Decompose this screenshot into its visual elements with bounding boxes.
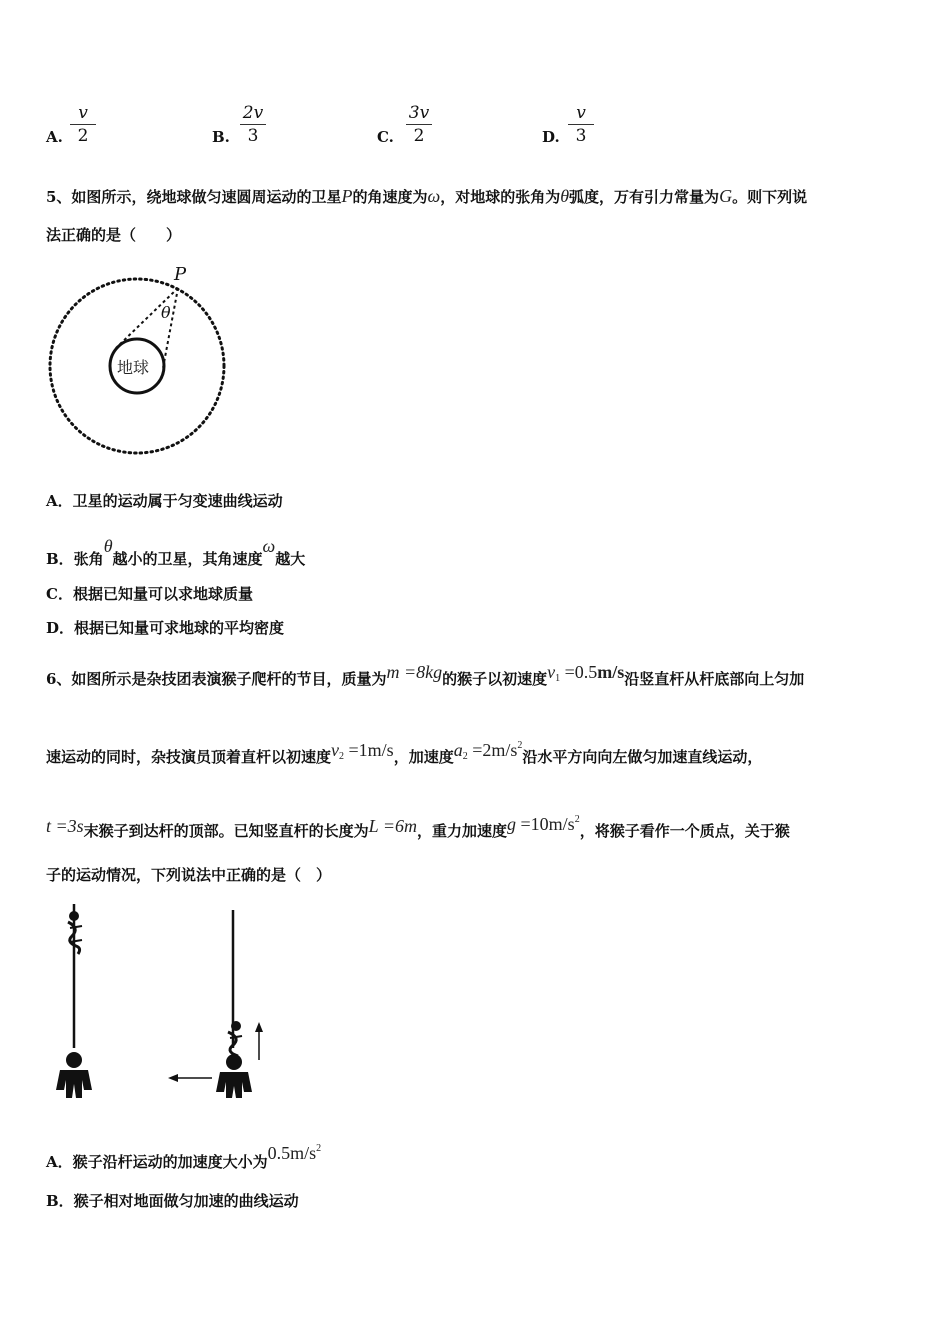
symbol-theta: θ <box>103 536 113 556</box>
fraction-bar <box>406 124 432 125</box>
fraction-bar <box>240 124 266 125</box>
q4-option-b-denominator: 3 <box>247 126 259 146</box>
q6-text: 沿竖直杆从杆底部向上匀加 <box>624 670 805 688</box>
v1-symbol: v <box>547 662 556 682</box>
a2-subscript: 2 <box>462 751 468 762</box>
fraction-bar <box>568 124 594 125</box>
q4-option-a-numerator: v <box>78 103 88 123</box>
q5-text: 5、如图所示，绕地球做匀速圆周运动的卫星 <box>46 188 342 206</box>
q6-option-b: B．猴子相对地面做匀加速的曲线运动 <box>46 1192 299 1210</box>
q6-text: ，重力加速度 <box>417 822 508 840</box>
q5-option-d: D．根据已知量可求地球的平均密度 <box>46 619 285 637</box>
q6-monkey-pole-figure <box>46 898 286 1108</box>
v2-symbol: v <box>331 740 340 760</box>
q6-option-a <box>46 1143 321 1172</box>
q4-option-c-fraction <box>404 103 434 146</box>
symbol-p: P <box>341 186 353 206</box>
label-earth: 地球 <box>117 358 150 377</box>
acceleration-value: 0.5m/s <box>267 1143 317 1163</box>
q5-option-b-text: 越小的卫星，其角速度 <box>112 550 263 568</box>
v2-value: =1m/s <box>348 740 394 760</box>
v2-subscript: 2 <box>339 751 345 762</box>
q5-option-a: A．卫星的运动属于匀变速曲线运动 <box>46 492 283 510</box>
q4-option-d-denominator: 3 <box>575 126 587 146</box>
q4-option-a-label: A. <box>46 128 63 146</box>
q6-stem-line4: 子的运动情况，下列说法中正确的是（ ） <box>46 866 332 884</box>
q4-option-d-label: D. <box>542 128 560 146</box>
q5-text: 弧度，万有引力常量为 <box>569 188 720 206</box>
g-expression <box>507 814 580 834</box>
a2-value: =2m/s <box>472 740 518 760</box>
q6-stem-line2 <box>46 740 762 767</box>
q5-text: 的角速度为 <box>352 188 428 206</box>
a2-superscript: 2 <box>517 740 523 751</box>
symbol-g: G <box>719 186 733 206</box>
a2-symbol: a <box>453 740 463 760</box>
g-superscript: 2 <box>574 814 580 825</box>
acceleration-superscript: 2 <box>316 1143 322 1154</box>
performer-icon-left <box>56 1052 92 1098</box>
q5-text: 。则下列说 <box>732 188 808 206</box>
arrow-up-icon <box>255 1022 263 1060</box>
v2-expression <box>331 740 394 760</box>
q6-text: ，加速度 <box>393 748 454 766</box>
g-symbol: g <box>507 814 517 834</box>
q5-satellite-figure <box>40 258 240 458</box>
q6-text: 的猴子以初速度 <box>442 670 548 688</box>
time-expression: t =3s <box>46 816 84 836</box>
v1-subscript: 1 <box>555 673 561 684</box>
monkey-icon-bottom <box>228 1021 242 1056</box>
mass-expression <box>386 662 442 682</box>
q4-option-b-label: B. <box>212 128 230 146</box>
q6-text: 沿水平方向向左做匀加速直线运动， <box>522 748 763 766</box>
q6-text: 末猴子到达杆的顶部。已知竖直杆的长度为 <box>83 822 369 840</box>
arrow-left-icon <box>168 1074 212 1082</box>
q4-option-c-denominator: 2 <box>413 126 425 146</box>
acceleration-expression <box>268 1143 322 1163</box>
q4-option-c-label: C. <box>377 128 394 146</box>
v1-value: =0.5 <box>564 662 598 682</box>
label-p: P <box>174 264 187 285</box>
symbol-theta: θ <box>560 186 570 206</box>
g-value: =10m/s <box>520 814 575 834</box>
q5-option-c: C．根据已知量可以求地球质量 <box>46 585 253 603</box>
q4-option-c-numerator: 3v <box>408 103 430 123</box>
a2-expression <box>454 740 523 760</box>
length-expression: L =6m <box>368 816 418 836</box>
q4-option-b-fraction <box>238 103 268 146</box>
q4-option-a-denominator: 2 <box>77 126 89 146</box>
label-theta: θ <box>161 303 171 322</box>
q5-option-b <box>46 536 305 569</box>
q4-option-d-numerator: v <box>576 103 586 123</box>
mass-value: m =8kg <box>386 662 443 682</box>
q4-option-b-numerator: 2v <box>242 103 264 123</box>
tangent-line-right <box>163 288 178 368</box>
q4-option-d-fraction <box>566 103 596 146</box>
q6-text: 6、如图所示是杂技团表演猴子爬杆的节目，质量为 <box>46 670 387 688</box>
performer-icon-right <box>216 1054 252 1098</box>
q5-option-b-text: 越大 <box>275 550 306 568</box>
q6-option-a-text: A．猴子沿杆运动的加速度大小为 <box>46 1153 268 1171</box>
q5-stem-line2: 法正确的是（ ） <box>46 226 182 244</box>
q5-stem-line1 <box>46 186 807 207</box>
symbol-omega: ω <box>262 536 276 556</box>
v1-unit: m/s <box>597 662 625 682</box>
q6-text: 速运动的同时，杂技演员顶着直杆以初速度 <box>46 748 332 766</box>
q6-stem-line1 <box>46 662 804 689</box>
q6-stem-line3 <box>46 814 790 841</box>
v1-expression <box>547 662 624 682</box>
q6-text: ，将猴子看作一个质点，关于猴 <box>579 822 790 840</box>
q5-text: ，对地球的张角为 <box>440 188 561 206</box>
fraction-bar <box>70 124 96 125</box>
q4-option-a-fraction <box>68 103 98 146</box>
symbol-omega: ω <box>427 186 441 206</box>
q5-option-b-text: B．张角 <box>46 550 104 568</box>
